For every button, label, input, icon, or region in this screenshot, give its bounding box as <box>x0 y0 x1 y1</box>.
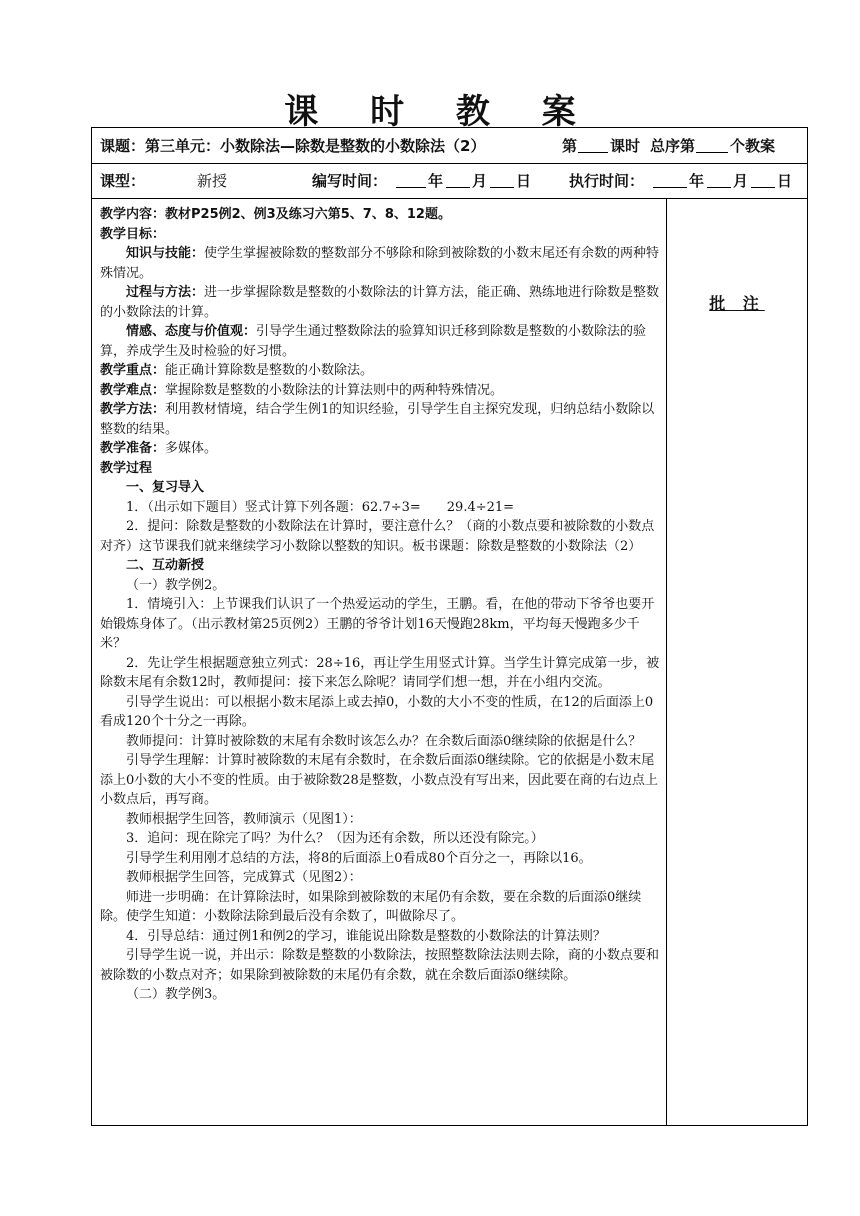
write-month-blank <box>446 164 470 199</box>
topic-row <box>92 128 807 164</box>
objective-knowledge: 知识与技能：使学生掌握被除数的整数部分不够除和除到被除数的小数末尾还有余数的两种特殊情况。 <box>100 246 660 281</box>
exec-day-label: 日 <box>777 172 793 190</box>
section-new-heading: 二、互动新授 <box>126 558 205 573</box>
section-review-heading: 一、复习导入 <box>126 480 205 495</box>
example-2-demo-1: 教师根据学生回答，教师演示（见图1）： <box>126 811 362 827</box>
write-day-blank <box>490 164 514 199</box>
lesson-plan-table <box>91 127 808 1126</box>
exec-month-label: 月 <box>733 172 749 190</box>
type-row <box>92 164 807 199</box>
teaching-difficulty: 教学难点：掌握除数是整数的小数除法的计算法则中的两种特殊情况。 <box>100 382 504 398</box>
example-2-step-2: 2．先让学生根据题意独立列式：28÷16，再让学生用竖式计算。当学生计算完成第一步，被除数末尾有余数12时，教师提问：接下来怎么除呢？请同学们想一想，并在小组内交流。 <box>100 655 660 690</box>
teaching-focus: 教学重点：能正确计算除数是整数的小数除法。 <box>100 363 374 378</box>
type-label: 课型： <box>100 172 146 190</box>
teaching-objectives-heading: 教学目标： <box>100 226 166 242</box>
seq-suffix: 个教案 <box>730 137 776 155</box>
annotation-label: 批 注 <box>709 294 765 313</box>
topic-label: 课题： <box>100 137 146 155</box>
example-2-step-4: 4．引导总结：通过例1和例2的学习，谁能说出除数是整数的小数除法的计算法则？ <box>126 928 606 944</box>
seq-number-blank <box>696 128 728 164</box>
exec-year-label: 年 <box>689 172 705 190</box>
exec-day-blank <box>751 164 775 199</box>
review-item-1: 1．（出示如下题目）竖式计算下列各题：62.7÷3= 29.4÷21= <box>126 499 515 515</box>
write-time-label: 编写时间： <box>312 172 388 190</box>
teaching-process-heading: 教学过程 <box>100 460 153 476</box>
example-2-heading: （一）教学例2。 <box>126 577 226 593</box>
exec-year-blank <box>653 164 687 199</box>
exec-month-blank <box>707 164 731 199</box>
write-month-label: 月 <box>472 172 488 190</box>
teaching-content: 教学内容：教材P25例2、例3及练习六第5、7、8、12题。 <box>100 207 451 222</box>
example-2-demo-2: 教师根据学生回答，完成算式（见图2）： <box>126 870 362 885</box>
example-2-guide-2: 引导学生理解：计算时被除数的末尾有余数时，在余数后面添0继续除。它的依据是小数末尾添上0小数的大小不变的性质。由于被除数28是整数，小数点没有写出来，因此要在商的右边点上小数点后，再写商。 <box>100 753 658 807</box>
objective-process: 过程与方法：进一步掌握除数是整数的小数除法的计算方法，能正确、熟练地进行除数是整数的小数除法的计算。 <box>100 285 660 320</box>
write-day-label: 日 <box>516 172 532 190</box>
teaching-preparation: 教学准备：多媒体。 <box>100 441 218 456</box>
teaching-method: 教学方法：利用教材情境，结合学生例1的知识经验，引导学生自主探究发现，归纳总结小数除以整数的结果。 <box>100 402 655 437</box>
objective-attitude: 情感、态度与价值观：引导学生通过整数除法的验算知识迁移到除数是整数的小数除法的验算，养成学生及时检验的好习惯。 <box>100 324 647 359</box>
annotation-cell <box>667 199 807 1125</box>
lesson-suffix: 课时 <box>610 137 641 155</box>
example-2-question-1: 教师提问：计算时被除数的末尾有余数时该怎么办？在余数后面添0继续除的依据是什么？ <box>126 733 642 749</box>
topic-value: 第三单元：小数除法—除数是整数的小数除法（2） <box>145 137 486 155</box>
exec-time-label: 执行时间： <box>569 172 645 190</box>
example-3-heading: （二）教学例3。 <box>126 987 226 1002</box>
type-value: 新授 <box>197 172 228 190</box>
write-year-label: 年 <box>428 172 444 190</box>
lesson-number-blank <box>578 128 608 164</box>
example-2-guide-3: 引导学生利用刚才总结的方法，将8的后面添上0看成80个百分之一，再除以16。 <box>126 850 592 866</box>
seq-prefix: 总序第 <box>650 137 696 155</box>
lesson-prefix: 第 <box>562 137 578 155</box>
example-2-guide-1: 引导学生说出：可以根据小数末尾添上或去掉0，小数的大小不变的性质，在12的后面添上0看成120个十分之一再除。 <box>100 694 654 729</box>
example-2-rule: 引导学生说一说，并出示：除数是整数的小数除法，按照整数除法法则去除，商的小数点要和被除数的小数点对齐；如果除到被除数的末尾仍有余数，就在余数后面添0继续除。 <box>100 948 660 983</box>
main-content-cell <box>92 199 667 1125</box>
example-2-step-1: 1．情境引入：上节课我们认识了一个热爱运动的学生，王鹏。看，在他的带动下爷爷也要开始锻炼身体了。（出示教材第25页例2）王鹏的爷爷计划16天慢跑28km，平均每天慢跑多少千米？ <box>100 597 655 651</box>
lesson-content <box>100 205 662 1005</box>
page-title: 课 时 教 案 <box>284 92 596 132</box>
example-2-step-3: 3．追问：现在除完了吗？为什么？（因为还有余数，所以还没有除完。） <box>126 831 544 846</box>
review-item-2: 2．提问：除数是整数的小数除法在计算时，要注意什么？（商的小数点要和被除数的小数点对齐）这节课我们就来继续学习小数除以整数的知识。板书课题：除数是整数的小数除法（2） <box>100 519 655 554</box>
write-year-blank <box>396 164 426 199</box>
example-2-clarify: 师进一步明确：在计算除法时，如果除到被除数的末尾仍有余数，要在余数的后面添0继续除。使学生知道：小数除法除到最后没有余数了，叫做除尽了。 <box>100 889 642 924</box>
